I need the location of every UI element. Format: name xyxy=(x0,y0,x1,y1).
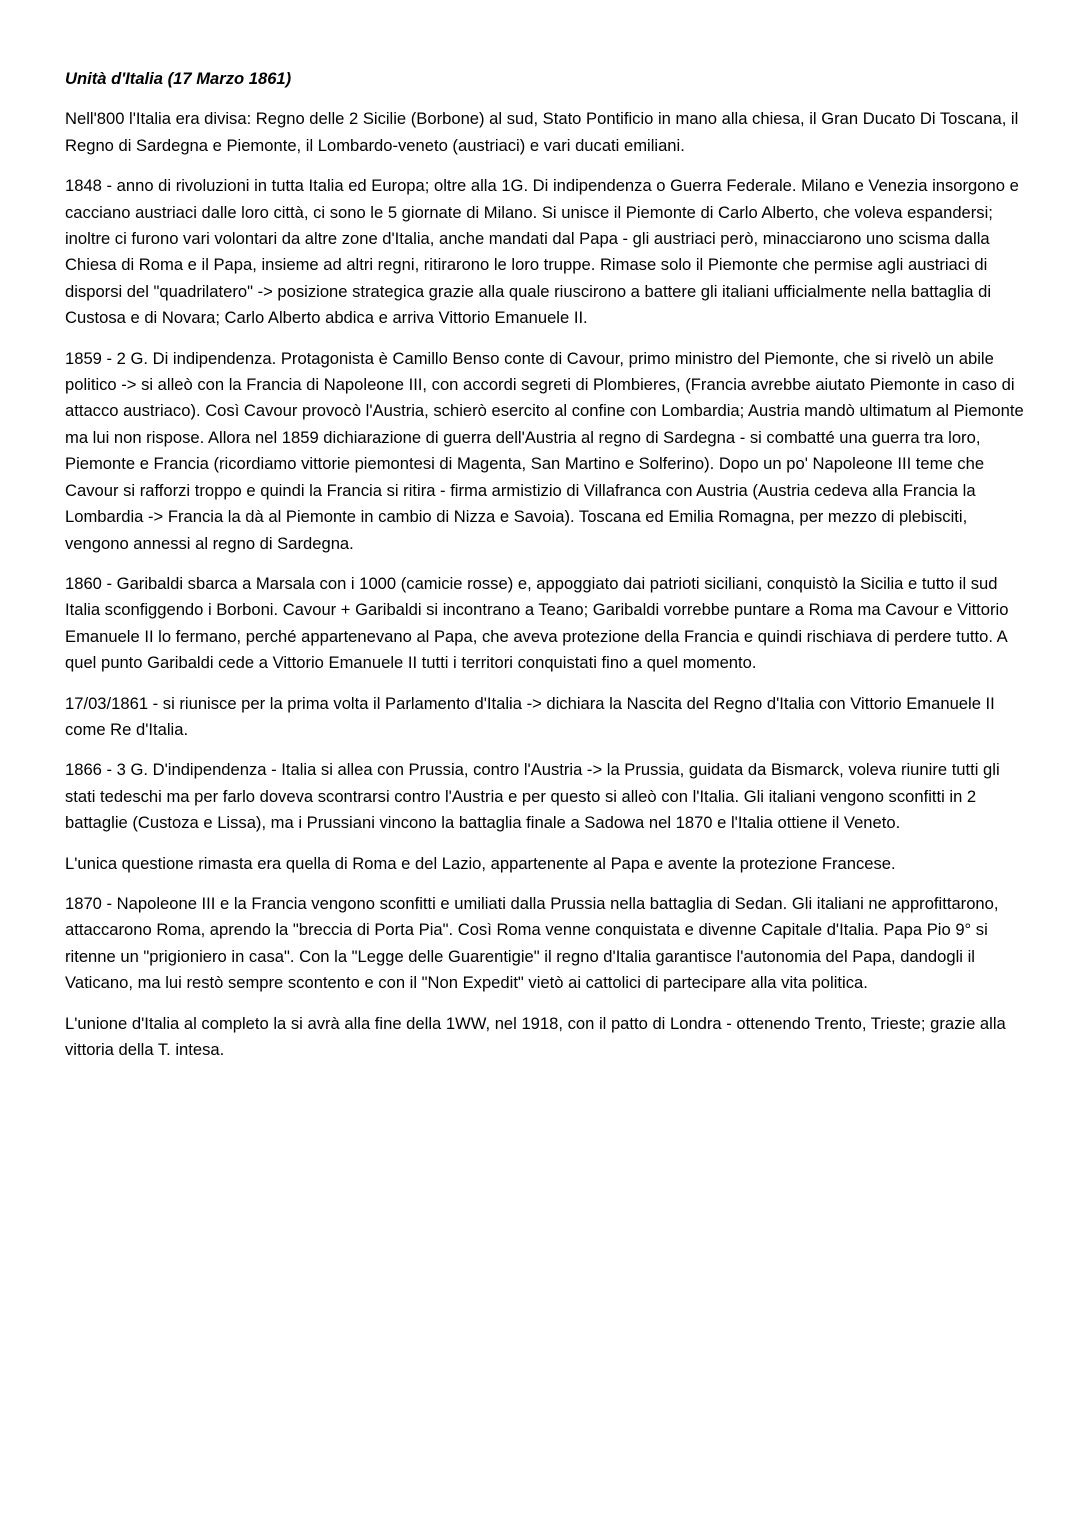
document-title: Unità d'Italia (17 Marzo 1861) xyxy=(65,69,292,88)
document-page xyxy=(65,66,1025,1077)
paragraph-1859: 1859 - 2 G. Di indipendenza. Protagonista è Camillo Benso conte di Cavour, primo ministro del Piemonte, che si rivelò un abile politico -> si alleò con la Francia di Napoleone III, con accordi segreti di Plombieres, (Francia avrebbe aiutato Piemonte in caso di attacco austriaco). Così Cavour provocò l'Austria, schierò esercito al confine con Lombardia; Austria mandò ultimatum al Piemonte ma lui non rispose. Allora nel 1859 dichiarazione di guerra dell'Austria al regno di Sardegna - si combatté una guerra tra loro, Piemonte e Francia (ricordiamo vittorie piemontesi di Magenta, San Martino e Solferino). Dopo un po' Napoleone III teme che Cavour si rafforzi troppo e quindi la Francia si ritira - firma armistizio di Villafranca con Austria (Austria cedeva alla Francia la Lombardia -> Francia la dà al Piemonte in cambio di Nizza e Savoia). Toscana ed Emilia Romagna, per mezzo di plebisciti, vengono annessi al regno di Sardegna. xyxy=(65,348,1024,553)
paragraph-1860: 1860 - Garibaldi sbarca a Marsala con i 1000 (camicie rosse) e, appoggiato dai patrioti siciliani, conquistò la Sicilia e tutto il sud Italia sconfiggendo i Borboni. Cavour + Garibaldi si incontrano a Teano; Garibaldi vorrebbe puntare a Roma ma Cavour e Vittorio Emanuele II lo fermano, perché appartenevano al Papa, che aveva protezione della Francia e quindi rischiava di perdere tutto. A quel punto Garibaldi cede a Vittorio Emanuele II tutti i territori conquistati fino a quel momento. xyxy=(65,573,1009,673)
paragraph-1848: 1848 - anno di rivoluzioni in tutta Italia ed Europa; oltre alla 1G. Di indipendenza o Guerra Federale. Milano e Venezia insorgono e cacciano austriaci dalle loro città, ci sono le 5 giornate di Milano. Si unisce il Piemonte di Carlo Alberto, che voleva espandersi; inoltre ci furono vari volontari da altre zone d'Italia, anche mandati dal Papa - gli austriaci però, minacciarono uno scisma dalla Chiesa di Roma e il Papa, insieme ad altri regni, ritirarono le loro truppe. Rimase solo il Piemonte che permise agli austriaci di disporsi del "quadrilatero" -> posizione strategica grazie alla quale riuscirono a battere gli italiani ufficialmente nella battaglia di Custosa e di Novara; Carlo Alberto abdica e arriva Vittorio Emanuele II. xyxy=(65,176,1019,328)
paragraph-1870: 1870 - Napoleone III e la Francia vengono sconfitti e umiliati dalla Prussia nella battaglia di Sedan. Gli italiani ne approfittarono, attaccarono Roma, aprendo la "breccia di Porta Pia". Così Roma venne conquistata e divenne Capitale d'Italia. Papa Pio 9° si ritenne un "prigioniero in casa". Con la "Legge delle Guarentigie" il regno d'Italia garantisce l'autonomia del Papa, dandogli il Vaticano, ma lui restò sempre scontento e con il "Non Expedit" vietò ai cattolici di partecipare alla vita politica. xyxy=(65,893,999,993)
paragraph-1918: L'unione d'Italia al completo la si avrà alla fine della 1WW, nel 1918, con il patto di Londra - ottenendo Trento, Trieste; grazie alla vittoria della T. intesa. xyxy=(65,1013,1006,1059)
paragraph-roma-question: L'unica questione rimasta era quella di Roma e del Lazio, appartenente al Papa e avente la protezione Francese. xyxy=(65,853,896,873)
paragraph-intro: Nell'800 l'Italia era divisa: Regno delle 2 Sicilie (Borbone) al sud, Stato Pontificio in mano alla chiesa, il Gran Ducato Di Toscana, il Regno di Sardegna e Piemonte, il Lombardo-veneto (austriaci) e vari ducati emiliani. xyxy=(65,109,1019,155)
paragraph-1866: 1866 - 3 G. D'indipendenza - Italia si allea con Prussia, contro l'Austria -> la Prussia, guidata da Bismarck, voleva riunire tutti gli stati tedeschi ma per farlo doveva scontrarsi contro l'Austria e per questo si alleò con l'Italia. Gli italiani vengono sconfitti in 2 battaglie (Custoza e Lissa), ma i Prussiani vincono la battaglia finale a Sadowa nel 1870 e l'Italia ottiene il Veneto. xyxy=(65,760,1000,833)
paragraph-1861: 17/03/1861 - si riunisce per la prima volta il Parlamento d'Italia -> dichiara la Nascita del Regno d'Italia con Vittorio Emanuele II come Re d'Italia. xyxy=(65,693,995,739)
